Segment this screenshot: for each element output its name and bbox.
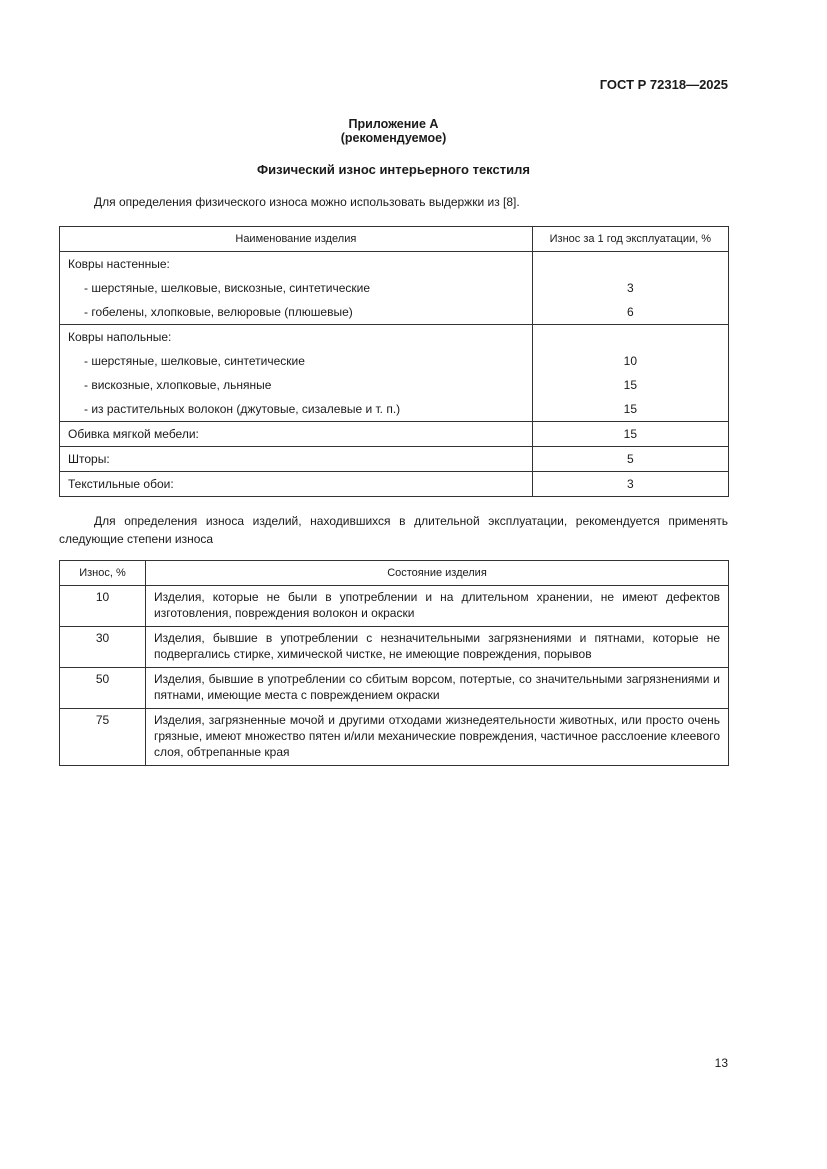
value-cell <box>532 252 728 277</box>
value-cell: 15 <box>532 373 728 397</box>
table-row <box>60 325 729 350</box>
value-cell: 3 <box>532 276 728 300</box>
condition-cell: Изделия, бывшие в употреблении со сбитым ворсом, потертые, со значительными загрязнениями и пятнами, имеющие места с повреждением окраски <box>146 668 729 709</box>
item-cell: - вискозные, хлопковые, льняные <box>60 373 533 397</box>
wear-pct-cell: 75 <box>60 709 146 766</box>
table-row <box>60 373 729 397</box>
category-cell: Ковры настенные: <box>60 252 533 277</box>
table-row <box>60 276 729 300</box>
annex-status: (рекомендуемое) <box>340 131 447 145</box>
table-row <box>60 252 729 277</box>
item-cell: - из растительных волокон (джутовые, сизалевые и т. п.) <box>60 397 533 422</box>
table-row <box>60 300 729 325</box>
table-row <box>60 349 729 373</box>
section-title: Физический износ интерьерного текстиля <box>257 162 530 177</box>
value-cell: 3 <box>532 472 728 497</box>
table-row <box>60 627 729 668</box>
category-cell: Шторы: <box>60 447 533 472</box>
wear-pct-cell: 10 <box>60 586 146 627</box>
wear-rate-table <box>59 226 729 497</box>
column-header-wear-pct: Износ, % <box>60 561 146 586</box>
intro-paragraph: Для определения физического износа можно использовать выдержки из [8]. <box>94 195 520 209</box>
page-number: 13 <box>714 1056 728 1070</box>
condition-cell: Изделия, бывшие в употреблении с незначительными загрязнениями и пятнами, которые не подвергались стирке, химической чистке, не имеющие повреждения, порывов <box>146 627 729 668</box>
column-header-item-name: Наименование изделия <box>60 227 533 252</box>
table-header-row <box>60 227 729 252</box>
item-cell: - шерстяные, шелковые, вискозные, синтетические <box>60 276 533 300</box>
item-cell: - гобелены, хлопковые, велюровые (плюшевые) <box>60 300 533 325</box>
column-header-wear-per-year: Износ за 1 год эксплуатации, % <box>532 227 728 252</box>
table-row <box>60 447 729 472</box>
category-cell: Обивка мягкой мебели: <box>60 422 533 447</box>
document-code: ГОСТ Р 72318—2025 <box>599 77 728 92</box>
value-cell <box>532 325 728 350</box>
annex-title: Приложение А <box>348 117 439 131</box>
table-header-row <box>60 561 729 586</box>
value-cell: 6 <box>532 300 728 325</box>
column-header-condition: Состояние изделия <box>146 561 729 586</box>
wear-condition-table <box>59 560 729 766</box>
value-cell: 15 <box>532 422 728 447</box>
category-cell: Текстильные обои: <box>60 472 533 497</box>
wear-pct-cell: 30 <box>60 627 146 668</box>
item-cell: - шерстяные, шелковые, синтетические <box>60 349 533 373</box>
wear-pct-cell: 50 <box>60 668 146 709</box>
table-row <box>60 472 729 497</box>
value-cell: 10 <box>532 349 728 373</box>
condition-cell: Изделия, которые не были в употреблении и на длительном хранении, не имеют дефектов изготовления, повреждения волокон и окраски <box>146 586 729 627</box>
category-cell: Ковры напольные: <box>60 325 533 350</box>
table-row <box>60 586 729 627</box>
table-row <box>60 709 729 766</box>
condition-cell: Изделия, загрязненные мочой и другими отходами жизнедеятельности животных, или просто очень грязные, имеют множество пятен и/или механические повреждения, частичное расслоение клеевого слоя, обтрепанные края <box>146 709 729 766</box>
value-cell: 5 <box>532 447 728 472</box>
annex-heading <box>0 117 787 145</box>
wear-degree-paragraph: Для определения износа изделий, находившихся в длительной эксплуатации, рекомендуется применять следующие степени износа <box>59 514 728 546</box>
value-cell: 15 <box>532 397 728 422</box>
table-row <box>60 397 729 422</box>
table-row <box>60 422 729 447</box>
table-row <box>60 668 729 709</box>
